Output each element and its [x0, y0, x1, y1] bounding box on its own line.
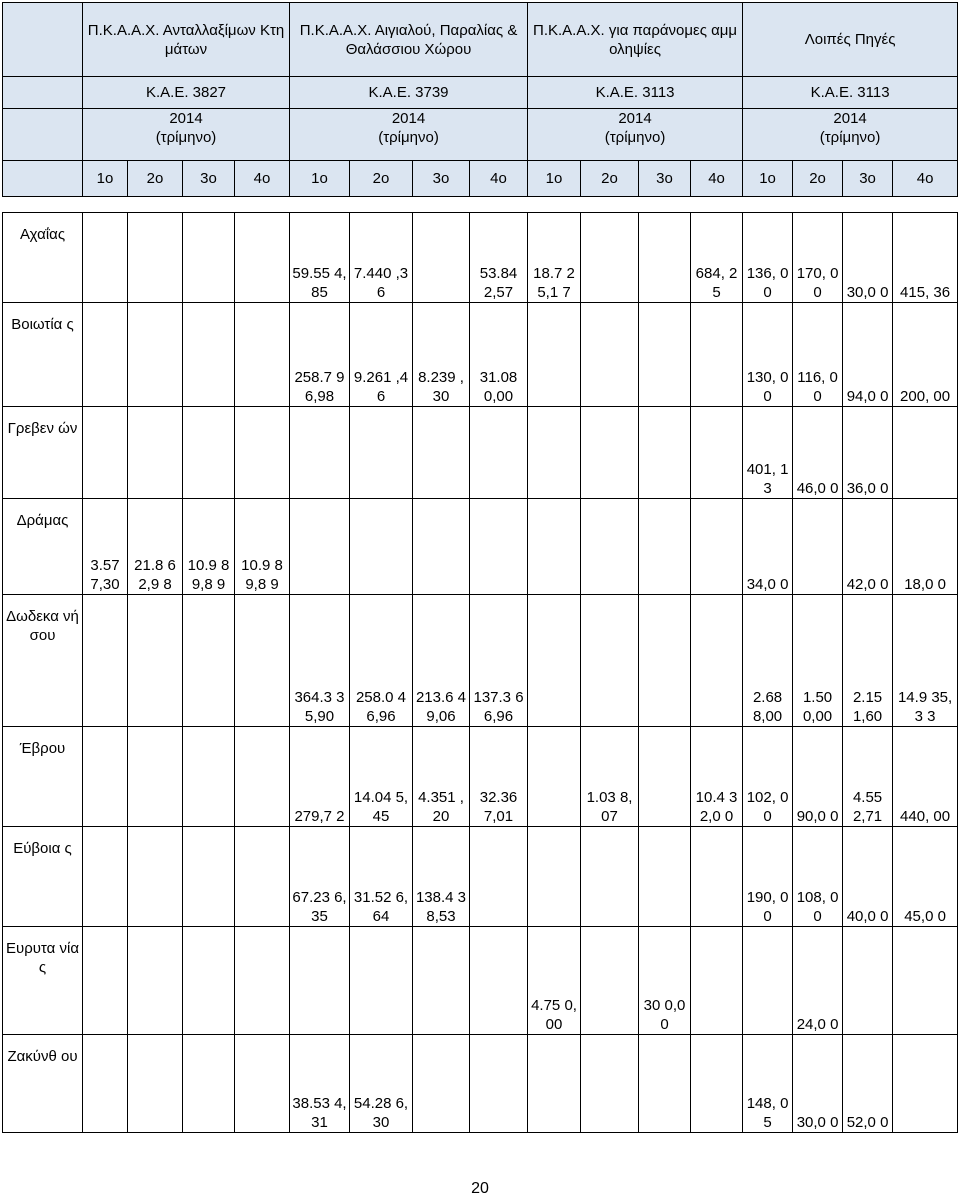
table-cell: 45,0 0	[893, 827, 958, 927]
table-cell: 67.23 6,35	[290, 827, 350, 927]
region-name: Εύβοια ς	[3, 827, 83, 927]
table-cell	[83, 1035, 128, 1133]
table-cell	[691, 1035, 743, 1133]
table-cell	[350, 927, 413, 1035]
table-cell	[183, 1035, 235, 1133]
table-cell	[235, 727, 290, 827]
quarter-label: 4ο	[235, 161, 290, 197]
kae-code: Κ.Α.Ε. 3739	[290, 77, 528, 109]
table-cell	[581, 595, 639, 727]
table-cell: 10.9 89,8 9	[235, 499, 290, 595]
page-number: 20	[471, 1180, 489, 1197]
table-cell: 440, 00	[893, 727, 958, 827]
table-cell	[639, 407, 691, 499]
region-name: Βοιωτία ς	[3, 303, 83, 407]
table-cell	[470, 499, 528, 595]
quarter-label: 2ο	[793, 161, 843, 197]
corner-cell	[3, 161, 83, 197]
quarter-label: 1ο	[290, 161, 350, 197]
table-cell: 200, 00	[893, 303, 958, 407]
quarter-label: 3ο	[843, 161, 893, 197]
table-cell: 40,0 0	[843, 827, 893, 927]
period-label: (τρίμηνο)	[155, 129, 217, 146]
table-cell: 4.75 0,00	[528, 927, 581, 1035]
table-cell	[290, 927, 350, 1035]
table-cell	[581, 303, 639, 407]
table-cell	[183, 407, 235, 499]
table-cell: 3.57 7,30	[83, 499, 128, 595]
quarter-label: 3ο	[183, 161, 235, 197]
table-cell	[581, 499, 639, 595]
quarter-label: 2ο	[128, 161, 183, 197]
table-cell	[528, 407, 581, 499]
table-cell	[528, 499, 581, 595]
table-cell	[83, 827, 128, 927]
kae-code: Κ.Α.Ε. 3113	[528, 77, 743, 109]
table-cell	[528, 595, 581, 727]
table-cell	[639, 727, 691, 827]
year-label: 2014	[618, 110, 652, 127]
corner-cell	[3, 77, 83, 109]
table-cell: 94,0 0	[843, 303, 893, 407]
table-cell: 108, 00	[793, 827, 843, 927]
table-cell	[581, 407, 639, 499]
table-cell	[691, 927, 743, 1035]
kae-code: Κ.Α.Ε. 3113	[743, 77, 958, 109]
funding-table	[2, 2, 958, 1133]
table-cell	[639, 827, 691, 927]
table-cell: 102, 00	[743, 727, 793, 827]
quarter-label: 4ο	[893, 161, 958, 197]
table-cell: 18.7 25,1 7	[528, 213, 581, 303]
table-cell	[183, 213, 235, 303]
table-cell	[691, 407, 743, 499]
table-cell: 30,0 0	[843, 213, 893, 303]
quarter-label: 1ο	[528, 161, 581, 197]
table-cell: 59.55 4,85	[290, 213, 350, 303]
table-cell: 401, 13	[743, 407, 793, 499]
table-cell	[528, 827, 581, 927]
table-cell	[528, 727, 581, 827]
table-cell: 14.9 35,3 3	[893, 595, 958, 727]
table-cell: 137.3 66,96	[470, 595, 528, 727]
table-cell: 190, 00	[743, 827, 793, 927]
table-cell	[639, 499, 691, 595]
table-cell: 38.53 4,31	[290, 1035, 350, 1133]
table-cell	[470, 927, 528, 1035]
table-cell	[639, 213, 691, 303]
table-cell: 2.68 8,00	[743, 595, 793, 727]
period-label: (τρίμηνο)	[819, 129, 881, 146]
table-cell: 7.440 ,36	[350, 213, 413, 303]
year-period-header	[743, 109, 958, 161]
table-cell	[413, 213, 470, 303]
table-cell: 258.0 46,96	[350, 595, 413, 727]
table-cell: 170, 00	[793, 213, 843, 303]
table-cell	[83, 303, 128, 407]
table-cell	[235, 303, 290, 407]
table-cell	[893, 1035, 958, 1133]
table-row	[3, 407, 958, 499]
table-cell	[528, 303, 581, 407]
region-name: Έβρου	[3, 727, 83, 827]
table-cell: 24,0 0	[793, 927, 843, 1035]
table-cell	[235, 407, 290, 499]
table-cell	[235, 213, 290, 303]
table-cell	[235, 827, 290, 927]
quarter-label: 1ο	[743, 161, 793, 197]
table-cell	[413, 1035, 470, 1133]
table-cell: 52,0 0	[843, 1035, 893, 1133]
table-cell	[290, 407, 350, 499]
table-cell	[843, 927, 893, 1035]
table-cell: 415, 36	[893, 213, 958, 303]
table-cell: 42,0 0	[843, 499, 893, 595]
table-cell	[83, 927, 128, 1035]
table-cell	[235, 595, 290, 727]
period-label: (τρίμηνο)	[604, 129, 666, 146]
table-cell: 9.261 ,46	[350, 303, 413, 407]
table-cell	[581, 213, 639, 303]
table-cell: 18,0 0	[893, 499, 958, 595]
year-period-header	[528, 109, 743, 161]
table-cell	[350, 499, 413, 595]
source-header: Π.Κ.Α.Α.Χ. Ανταλλαξίμων Κτημάτων	[83, 3, 290, 77]
table-cell: 31.52 6,64	[350, 827, 413, 927]
table-cell: 138.4 38,53	[413, 827, 470, 927]
table-cell	[470, 827, 528, 927]
quarter-label: 4ο	[691, 161, 743, 197]
table-cell	[128, 407, 183, 499]
table-cell	[83, 727, 128, 827]
year-label: 2014	[833, 110, 867, 127]
table-cell	[183, 927, 235, 1035]
quarter-label: 1ο	[83, 161, 128, 197]
table-row	[3, 727, 958, 827]
table-cell	[639, 1035, 691, 1133]
table-cell	[290, 499, 350, 595]
table-cell: 4.351 ,20	[413, 727, 470, 827]
table-cell: 279,7 2	[290, 727, 350, 827]
table-cell: 116, 00	[793, 303, 843, 407]
quarter-label: 3ο	[413, 161, 470, 197]
year-label: 2014	[169, 110, 203, 127]
region-name: Αχαΐας	[3, 213, 83, 303]
table-cell: 148, 05	[743, 1035, 793, 1133]
table-cell: 258.7 96,98	[290, 303, 350, 407]
table-cell	[691, 595, 743, 727]
region-name: Δωδεκα νήσου	[3, 595, 83, 727]
table-cell	[183, 303, 235, 407]
table-cell	[743, 927, 793, 1035]
table-cell: 684, 25	[691, 213, 743, 303]
table-cell	[413, 927, 470, 1035]
year-period-header	[83, 109, 290, 161]
table-cell: 4.55 2,71	[843, 727, 893, 827]
table-cell	[183, 727, 235, 827]
table-cell	[413, 407, 470, 499]
table-cell	[793, 499, 843, 595]
table-cell: 30,0 0	[793, 1035, 843, 1133]
table-cell	[128, 1035, 183, 1133]
table-cell: 1.50 0,00	[793, 595, 843, 727]
table-cell: 364.3 35,90	[290, 595, 350, 727]
table-cell	[128, 727, 183, 827]
table-cell: 90,0 0	[793, 727, 843, 827]
table-cell: 32.36 7,01	[470, 727, 528, 827]
table-row	[3, 595, 958, 727]
table-cell	[128, 827, 183, 927]
table-cell	[581, 827, 639, 927]
quarter-header-row	[3, 161, 958, 197]
table-cell: 10.4 32,0 0	[691, 727, 743, 827]
table-cell	[691, 303, 743, 407]
region-name: Ευρυτα νίας	[3, 927, 83, 1035]
table-cell	[183, 595, 235, 727]
table-cell	[528, 1035, 581, 1133]
table-cell: 53.84 2,57	[470, 213, 528, 303]
table-cell	[691, 827, 743, 927]
table-row	[3, 827, 958, 927]
table-cell: 8.239 ,30	[413, 303, 470, 407]
table-row	[3, 1035, 958, 1133]
quarter-label: 4ο	[470, 161, 528, 197]
table-cell	[183, 827, 235, 927]
source-header: Λοιπές Πηγές	[743, 3, 958, 77]
year-header-row	[3, 109, 958, 161]
table-cell	[470, 1035, 528, 1133]
table-cell	[413, 499, 470, 595]
table-cell	[128, 927, 183, 1035]
table-cell: 10.9 89,8 9	[183, 499, 235, 595]
table-cell: 21.8 62,9 8	[128, 499, 183, 595]
region-name: Γρεβεν ών	[3, 407, 83, 499]
source-header: Π.Κ.Α.Α.Χ. για παράνομες αμμοληψίες	[528, 3, 743, 77]
table-cell: 2.15 1,60	[843, 595, 893, 727]
table-cell	[83, 213, 128, 303]
kae-code: Κ.Α.Ε. 3827	[83, 77, 290, 109]
table-cell	[83, 407, 128, 499]
region-name: Ζακύνθ ου	[3, 1035, 83, 1133]
corner-cell	[3, 109, 83, 161]
table-row	[3, 213, 958, 303]
table-row	[3, 927, 958, 1035]
spacer-row	[3, 197, 958, 213]
table-cell	[350, 407, 413, 499]
table-cell: 31.08 0,00	[470, 303, 528, 407]
table-cell	[893, 927, 958, 1035]
region-name: Δράμας	[3, 499, 83, 595]
table-cell: 130, 00	[743, 303, 793, 407]
period-label: (τρίμηνο)	[378, 129, 439, 146]
table-cell	[235, 1035, 290, 1133]
table-cell: 136, 00	[743, 213, 793, 303]
source-header-row	[3, 3, 958, 77]
table-cell	[893, 407, 958, 499]
table-cell: 30 0,0 0	[639, 927, 691, 1035]
year-label: 2014	[391, 110, 426, 127]
table-cell	[581, 927, 639, 1035]
corner-cell	[3, 3, 83, 77]
kae-header-row	[3, 77, 958, 109]
year-period-header	[290, 109, 528, 161]
quarter-label: 3ο	[639, 161, 691, 197]
table-cell	[128, 213, 183, 303]
table-cell: 36,0 0	[843, 407, 893, 499]
table-cell	[581, 1035, 639, 1133]
quarter-label: 2ο	[350, 161, 413, 197]
table-cell	[128, 303, 183, 407]
table-row	[3, 499, 958, 595]
table-cell: 46,0 0	[793, 407, 843, 499]
table-cell: 14.04 5,45	[350, 727, 413, 827]
table-cell: 213.6 49,06	[413, 595, 470, 727]
table-cell	[128, 595, 183, 727]
table-cell: 54.28 6,30	[350, 1035, 413, 1133]
table-cell	[639, 303, 691, 407]
table-cell	[639, 595, 691, 727]
table-cell	[470, 407, 528, 499]
table-cell	[83, 595, 128, 727]
table-cell	[691, 499, 743, 595]
source-header: Π.Κ.Α.Α.Χ. Αιγιαλού, Παραλίας & Θαλάσσιου Χώρου	[290, 3, 528, 77]
spacer-cell	[3, 197, 958, 213]
quarter-label: 2ο	[581, 161, 639, 197]
table-cell: 1.03 8,07	[581, 727, 639, 827]
table-row	[3, 303, 958, 407]
table-cell: 34,0 0	[743, 499, 793, 595]
table-cell	[235, 927, 290, 1035]
